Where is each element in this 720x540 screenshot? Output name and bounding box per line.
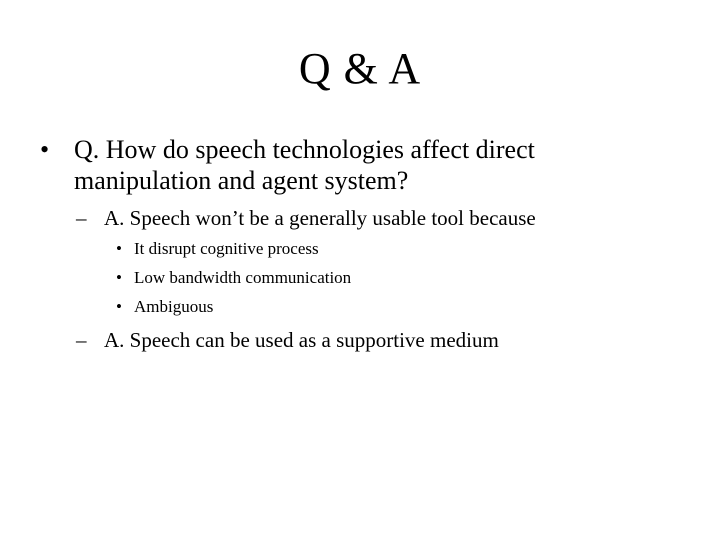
- bullet-marker: •: [116, 268, 122, 287]
- bullet-question: [36, 134, 676, 196]
- dash-marker: –: [76, 328, 87, 352]
- sub-bullet-answer-1: [76, 205, 676, 231]
- bullet-marker: •: [40, 135, 50, 164]
- sub-bullet-text: A. Speech won’t be a generally usable tool because: [104, 206, 536, 230]
- sub-bullet-text: A. Speech can be used as a supportive medium: [104, 328, 499, 352]
- bullet-marker: •: [116, 297, 122, 316]
- bullet-text: Q. How do speech technologies affect direct manipulation and agent system?: [74, 135, 535, 195]
- reason-text: Low bandwidth communication: [134, 268, 352, 287]
- reason-text: It disrupt cognitive process: [134, 239, 319, 258]
- reason-item-1: [116, 238, 676, 260]
- sub-bullet-answer-2: [76, 327, 676, 353]
- dash-marker: –: [76, 206, 87, 230]
- reason-text: Ambiguous: [134, 297, 214, 316]
- bullet-marker: •: [116, 239, 122, 258]
- slide-title: Q & A: [298, 44, 422, 93]
- reason-item-2: [116, 267, 676, 289]
- reason-item-3: [116, 296, 676, 318]
